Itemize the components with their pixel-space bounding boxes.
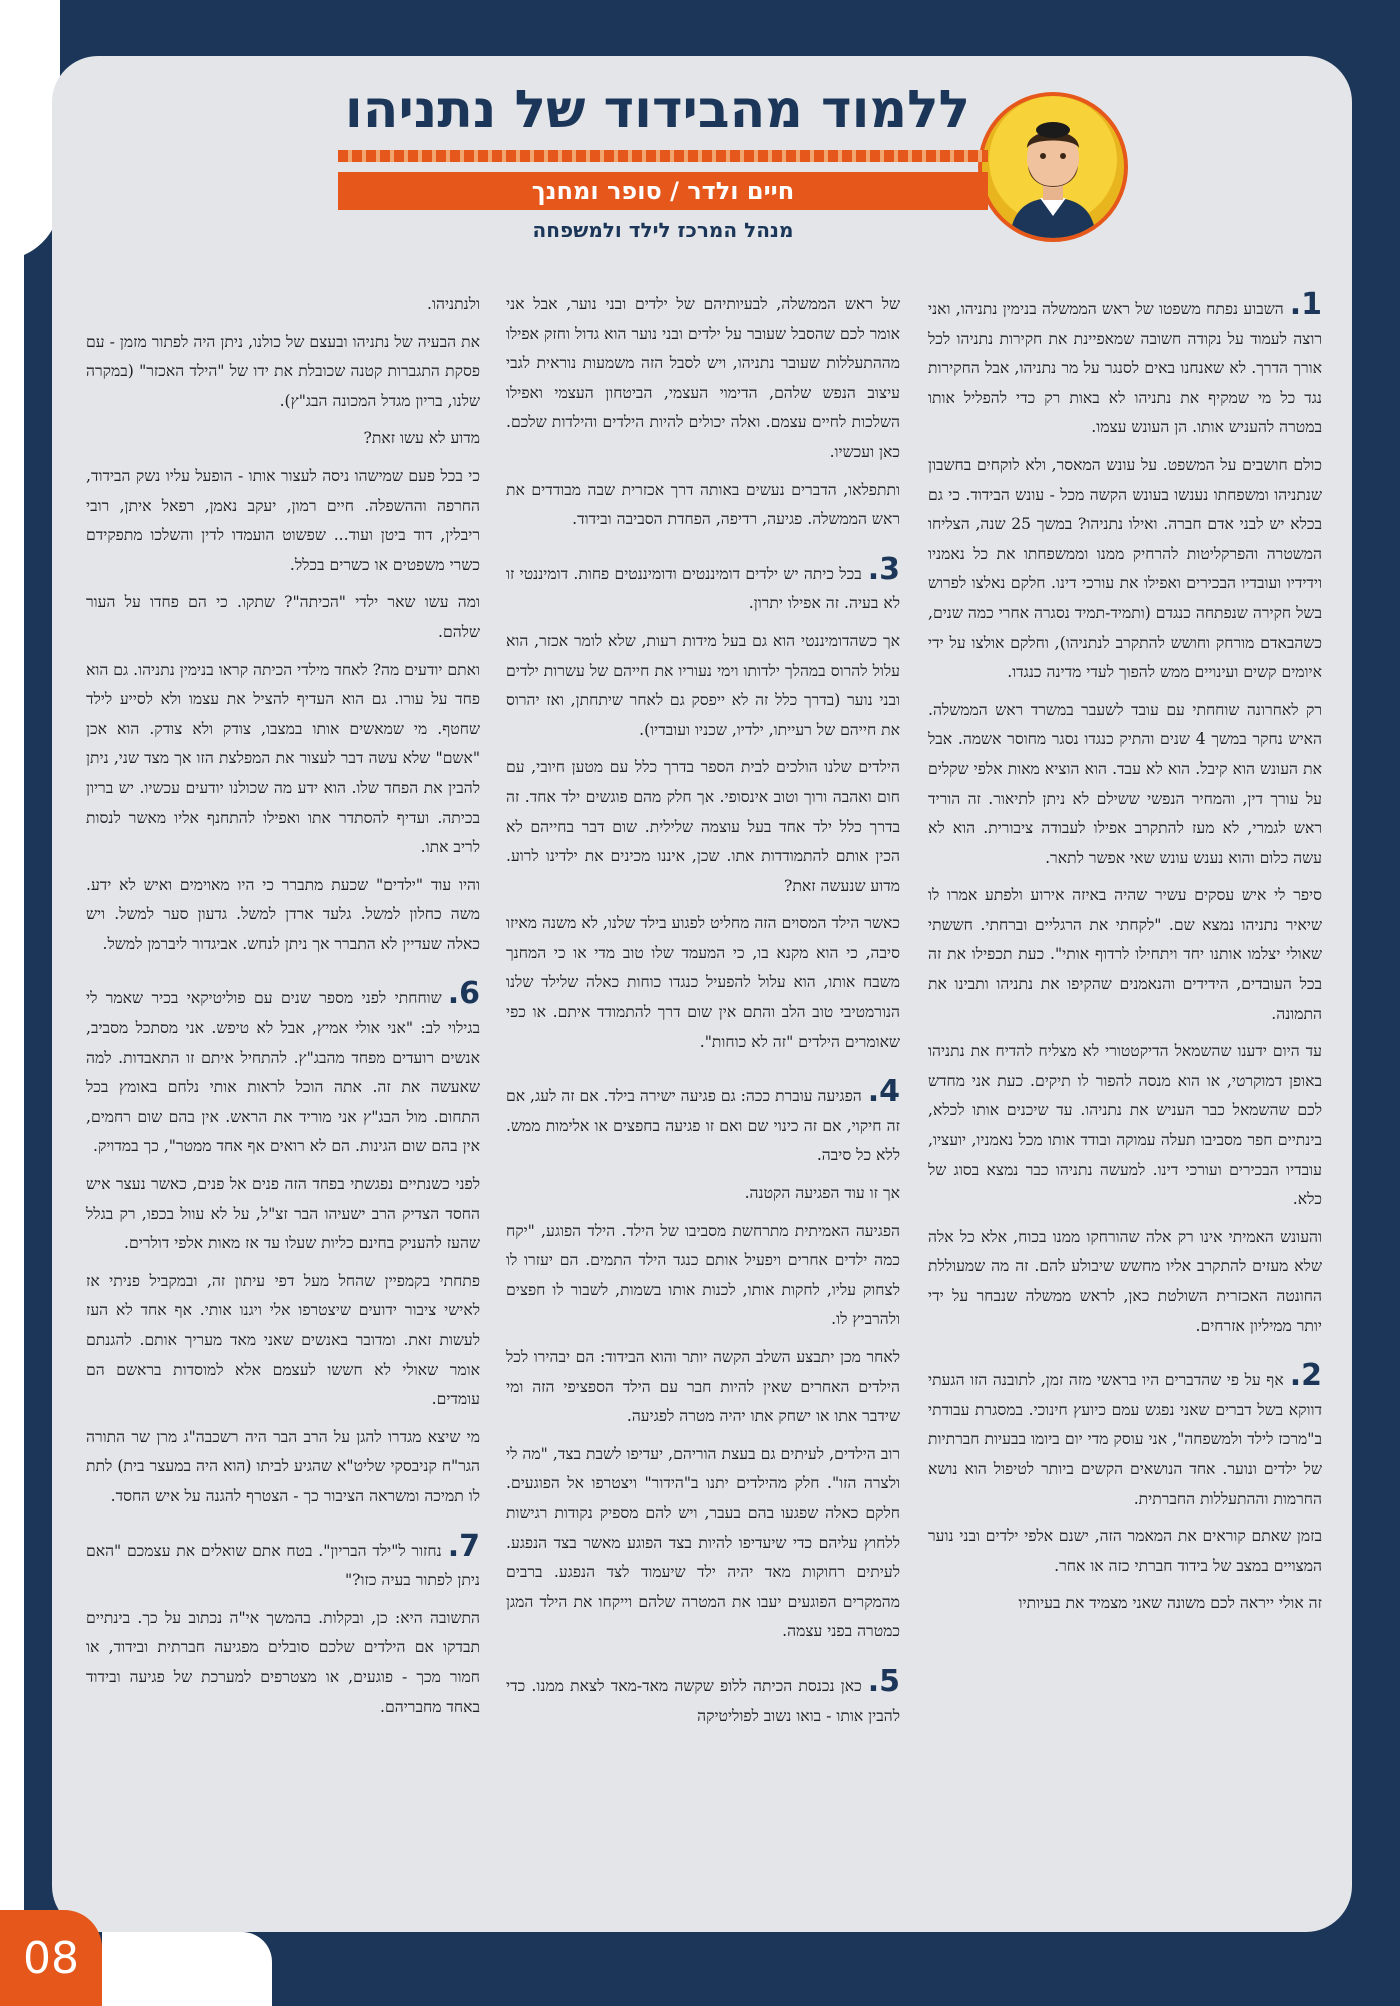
article-column-1: [928, 287, 1322, 1627]
paragraph: עד היום ידענו שהשמאל הדיקטטורי לא מצליח להדיח את נתניהו באופן דמוקרטי, או הוא מנסה להפור לו תיקים. כעת אני מחדש לכם שהשמאל כבר העניש את נתניהו. עד שיכנים אותו לכלא, בינתיים חפר מסביבו תעלה עמוקה ובודד אותו מכל נאמניו, יועציו, עובדיו הבכירים ועורכי דינו. למעשה נתניהו כבר נמצא בסוג של כלא.: [928, 1042, 1322, 1209]
paragraph-text: בכל כיתה יש ילדים דומיננטים ודומיננטים פחות. דומיננטי זו לא בעיה. זה אפילו יתרון.: [506, 564, 900, 613]
paragraph: רק לאחרונה שוחחתי עם עובד לשעבר במשרד ראש הממשלה. האיש נחקר במשך 4 שנים והתיק כנגדו נסגר מחוסר אשמה. אבל את העונש הוא קיבל. הוא לא עבד. הוא הוציא מאות אלפי שקלים על עורך דין, והמחיר הנפשי ששילם לא ניתן לתיאור. זה הוריד ראש לגמרי, לא מעז להתקרב אפילו לעבודה ציבורית. הוא לא עשה כלום והוא נענש עונש שאי אפשר לתאר.: [928, 700, 1322, 867]
paragraph: הילדים שלנו הולכים לבית הספר בדרך כלל עם מטען חיובי, עם חום ואהבה ורוך וטוב אינסופי. אך חלק מהם פוגשים ילד אחד. זה בדרך כלל ילד אחד בעל עוצמה שלילית. שום דבר בחייהם לא הכין אותם להתמודדות אתו. שכן, איננו מכינים את ילדינו לרוע. מדוע שנעשה זאת?: [506, 758, 900, 895]
paragraph: ומה עשו שאר ילדי "הכיתה"? שתקו. כי הם פחדו על העור שלהם.: [86, 593, 480, 641]
left-margin-strip: [0, 0, 24, 2006]
paragraph: הפגיעה האמיתית מתרחשת מסביבו של הילד. הילד הפוגע, "יקח כמה ילדים אחרים ויפעיל אותם כנגד הילד התמים. הם יעזרו לו לצחוק עליו, לחקות אותו, לכנות אותו בשמות, לשבור לו חפצים ולהרביץ לו.: [506, 1221, 900, 1329]
page-number: 08: [0, 1910, 102, 2006]
title-stripe-divider: [338, 150, 988, 162]
paragraph: של ראש הממשלה, לבעיותיהם של ילדים ובני נוער, אבל אני אומר לכם שהסבל שעובר על ילדים ובני נוער הוא גדול וחזק אפילו מההתעללות שעובר נתניהו, ויש לסבל הזה משמעות נוראית לגבי עיצוב הנפש שלהם, הדימוי העצמי, הביטחון העצמי ואפילו השלכות לחיים עצמם. ואלה יכולים להיות הילדים והילדות שלכם. כאן ועכשיו.: [506, 295, 900, 461]
paragraph-text: השבוע נפתח משפטו של ראש הממשלה בנימין נתניהו, ואני רוצה לעמוד על נקודה חשובה שמאפיינת את חקירות נתניהו לכל אורך הדרך. לא שאנחנו באים לסנגר על מר נתניהו, אבל החקירות נגד כל מי שמקיף את נתניהו לא באות רק כדי להפליל אותו במטרה להעניש אותו. הן העונש עצמו.: [928, 300, 1322, 437]
paragraph: את הבעיה של נתניהו ובעצם של כולנו, ניתן היה לפתור מזמן - עם פסקת התגברות קטנה שכובלת את ידו של "הילד האכזר" (במקרה שלנו, בריון מגדל המכונה הבג"ץ).: [86, 332, 480, 410]
paragraph: והעונש האמיתי אינו רק אלה שהורחקו ממנו בכוח, אלא כל אלה שלא מעזים להתקרב אליו מחשש שיבולע להם. זה מה שמעוללת החונטה האכזרית השולטת כאן, לראש ממשלה שנבחר על ידי יותר ממיליון אזרחים.: [928, 1227, 1322, 1335]
author-byline: חיים ולדר / סופר ומחנך: [338, 172, 988, 210]
paragraph: התשובה היא: כן, ובקלות. בהמשך אי"ה נכתוב על כך. בינתיים תבדקו אם הילדים שלכם סובלים מפגיעה חברתית ובידוד, או חמור מכך - פוגעים, או מצטרפים למערכת של פגיעה ובידוד באחד מחבריהם.: [86, 1608, 480, 1716]
article-title: ללמוד מהבידוד של נתניהו: [344, 80, 970, 140]
paragraph: זה אולי ייראה לכם משונה שאני מצמיד את בעיותיו: [1018, 1594, 1322, 1613]
section-number: 5.: [867, 1663, 900, 1699]
paragraph: ותתפלאו, הדברים נעשים באותה דרך אכזרית שבה מבודדים את ראש הממשלה. פגיעה, רדיפה, הפחדת הסביבה ובידוד.: [506, 480, 900, 529]
bottom-white-tab: [102, 1932, 272, 2006]
author-subtitle: מנהל המרכז לילד ולמשפחה: [532, 218, 794, 242]
section-number: 7.: [447, 1528, 480, 1564]
section-number: 6.: [447, 976, 480, 1012]
paragraph: לפני כשנתיים נפגשתי בפחד הזה פנים אל פנים, כאשר נעצר איש החסד הצדיק הרב ישעיהו הבר זצ"ל, על לא עוול בכפו, רק בגלל שהעז להעניק בחינם כליות שעלו עד אז מאות אלפי דולרים.: [86, 1175, 480, 1253]
paragraph-text: אף על פי שהדברים היו בראשי מזה זמן, לתובנה הזו הגעתי דווקא בשל דברים שאני נפגש עמם כיועץ חינוכי. במסגרת עבודתי ב"מרכז לילד ולמשפחה", אני עוסק מדי יום ביומו בבעיות חברתיות של ילדים ונוער. אחד הנושאים הקשים ביותר לטיפול הוא נושא החרמות וההתעללות החברתית.: [928, 1371, 1322, 1508]
author-portrait-icon: [982, 96, 1124, 238]
paragraph: [506, 1074, 900, 1171]
paragraph: והיו עוד "ילדים" שכעת מתברר כי היו מאוימים ואיש לא ידע. משה כחלון למשל. גלעד ארדן למשל. גדעון סער למשל. ויש כאלה שעדיין לא התברר אך ניתן לנחש. אביגדור ליברמן למשל.: [86, 875, 480, 953]
paragraph: ולנתניהו.: [427, 295, 480, 313]
paragraph: אך זו עוד הפגיעה הקטנה.: [744, 1184, 900, 1203]
section-number: 2.: [1289, 1358, 1322, 1394]
paragraph-text: כאן נכנסת הכיתה ללופ שקשה מאד-מאד לצאת ממנו. כדי להבין אותו - בואו נשוב לפוליטיקה: [506, 1676, 900, 1725]
paragraph-text: שוחחתי לפני מספר שנים עם פוליטיקאי בכיר שאמר לי בגילוי לב: "אני אולי אמיץ, אבל לא טיפש. אני מסתכל מסביב, אנשים רועדים מפחד מהבג"ץ. להתחיל איתם זו התאבדות. למה שאעשה את זה. אתה הוכל לראות אותי נלחם באומץ בכל התחום. מול הבג"ץ אני מוריד את הראש. אין בהם שום רחמים, אין בהם שום הגינות. הם לא רואים אף אחד ממטר", כך במדויק.: [86, 989, 480, 1156]
paragraph: אך כשהדומיננטי הוא גם בעל מידות רעות, שלא לומר אכזר, הוא עלול להרוס במהלך ילדותו וימי נעוריו את חייהם של עשרות ילדים ובני נוער (בדרך כלל זה לא ייפסק גם לאחר שיתחתן, ואז יהרוס את חייהם של רעייתו, ילדיו, שכניו ועובדיו).: [506, 631, 900, 739]
section-number: 1.: [1289, 287, 1322, 322]
paragraph-text: נחזור ל"ילד הבריון". בטח אתם שואלים את עצמכם "האם ניתן לפתור בעיה כזו?": [86, 1541, 480, 1590]
section-number: 4.: [867, 1074, 900, 1110]
paragraph: לאחר מכן יתבצע השלב הקשה יותר והוא הבידוד: הם יבהירו לכל הילדים האחרים שאין להיות חבר עם הילד הספציפי הזה ומי שידבר אתו או ישחק אתו יהיה מטרה לפגיעה.: [506, 1348, 900, 1426]
paragraph: פתחתי בקמפיין שהחל מעל דפי עיתון זה, ובמקביל פניתי אז לאישי ציבור ידועים שיצטרפו אלי ויגנו אותי. אף אחד לא העז לעשות זאת. ומדובר באנשים שאני מאד מעריך אותם. להגנתם אומר שאולי לא חששו לעצמם אלא למוסדות בראשם הם עומדים.: [86, 1271, 480, 1409]
paragraph: [506, 1663, 900, 1731]
author-avatar: [978, 92, 1128, 242]
paragraph: [506, 551, 900, 619]
top-left-curve: [0, 0, 60, 260]
paragraph: [928, 1358, 1322, 1514]
paragraph: רוב הילדים, לעיתים גם בעצת הוריהם, יעדיפו לשבת בצד, "מה לי ולצרה הזו". חלק מהילדים יתנו ב"הידור" ויצטרפו אל הפוגעים. חלקם כאלה שפגעו בהם בעבר, ויש להם מספיק נקודות רגישות ללחוץ עליהם כדי שיעדיפו להיות בצד הפוגע מאשר בצד הנפגע. לעיתים רחוקות מאד יהיה ילד שיעמוד לצד הנפגע. ברבים מהמקרים הפוגעים יעבו את המטרה שלהם וייקחו את הילד המגן כמטרה בפני עצמה.: [506, 1444, 900, 1641]
paragraph: כאשר הילד המסוים הזה מחליט לפגוע בילד שלנו, לא משנה מאיזו סיבה, כי הוא מקנא בו, כי המעמד שלו טוב מדי או כי המחנך משבח אותו, הוא עלול להפעיל כנגדו כוחות כאלה שלילד שלנו הנורמטיבי טוב הלב והתם אין שום דרך להתמודד איתם. או כפי שאומרים הילדים "זה לא כוחות".: [506, 914, 900, 1051]
paragraph: [86, 976, 480, 1162]
paragraph: מי שיצא מגדרו להגן על הרב הבר היה רשכבה"ג מרן שר התורה הגר"ח קניבסקי שליט"א שהגיע לביתו (הוא היה במעצר בית) לתת לו תמיכה ומשראה הציבור כך - הצטרף להגנה על איש החסד.: [86, 1427, 480, 1505]
paragraph: ואתם יודעים מה? לאחד מילדי הכיתה קראו בנימין נתניהו. גם הוא פחד על עורו. גם הוא העדיף להציל את עצמו ולא לסייע לילד שחטף. מי שמאשים אותו במצבו, צודק ולא צודק. הוא אכן "אשם" שלא עשה דבר לעצור את המפלצת הזו אך מצד שני, ניתן להבין את הפחד שלו. הוא ידע מה שכולנו יודעים עכשיו. יש בריון בכיתה. ועדיף להסתדר אתו ואפילו להתחנף אליו מאשר לנסות לריב אתו.: [86, 660, 480, 857]
paragraph: כולם חושבים על המשפט. על עונש המאסר, ולא לוקחים בחשבון שנתניהו ומשפחתו נענשו בעונש הקשה מכל - עונש הבידוד. כי גם בכלא יש לבני אדם חברה. ואילו נתניהו? במשך 25 שנה, הצליחו המשטרה והפרקליטות להרחיק ממנו וממשפחתו את כל נאמניו וידידיו ועובדיו הבכירים ואפילו את עורכי דינו. חלקם נאלצו לפרוש בשל חקירה שנפתחה כנגדם (ותמיד-תמיד נסגרה אחרי כמה שנים, כשהבאדם מורחק וחושש להתקרב לנתניהו), וחלקם אולצו על ידי איומים קשים ועינויים ממש להפוך לעדי מדינה כנגדו.: [928, 455, 1322, 682]
section-number: 3.: [867, 551, 900, 587]
paragraph: [86, 1528, 480, 1596]
paragraph: סיפר לי איש עסקים עשיר שהיה באיזה אירוע ולפתע אמרו לו שיאיר נתניהו נמצא שם. "לקחתי את הרגליים וברחתי. חששתי שאולי יצלמו אותנו יחד ויתחילו לרדוף אותי". כעת תכפילו את זה בכל העובדים, הידידים והנאמנים שהקיפו את נתניהו ותבינו את התמונה.: [928, 886, 1322, 1023]
paragraph: מדוע לא עשו זאת?: [363, 429, 480, 448]
paragraph: בזמן שאתם קוראים את המאמר הזה, ישנם אלפי ילדים ובני נוער המצויים במצב של בידוד חברתי כזה או אחר.: [928, 1527, 1322, 1575]
paragraph: [928, 287, 1322, 443]
paragraph-text: הפגיעה עוברת ככה: גם פגיעה ישירה בילד. אם זה לעג, אם זה חיקוי, אם זה כינוי שם ואם זו פגיעה בחפצים או אלימות ממש. ללא כל סיבה.: [506, 1087, 900, 1165]
article-column-2: [506, 290, 900, 1739]
article-column-3: [86, 290, 480, 1730]
paragraph: כי בכל פעם שמישהו ניסה לעצור אותו - הופעל עליו נשק הבידוד, החרפה וההשפלה. חיים רמון, יעקב נאמן, רפאל איתן, רובי ריבלין, דוד ביטן ועוד... שפשוט הועמדו לדין והשלכו מתפקידם כשרי משפטים או כשרים בכלל.: [86, 466, 480, 574]
